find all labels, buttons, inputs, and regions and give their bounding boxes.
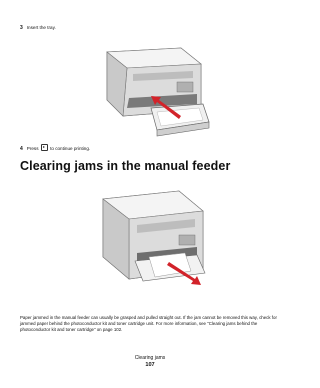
step-text-after: to continue printing. bbox=[50, 146, 91, 151]
step-text: Insert the tray. bbox=[26, 25, 56, 30]
step-4 bbox=[20, 144, 90, 152]
step-text-before: Press bbox=[26, 146, 39, 151]
continue-key-icon bbox=[41, 144, 48, 151]
printer-manual-feeder-illustration bbox=[93, 177, 213, 307]
printer-insert-tray-illustration bbox=[93, 38, 211, 138]
printer-control-panel bbox=[179, 235, 195, 245]
section-paragraph: Paper jammed in the manual feeder can usually be grasped and pulled straight out. If the jam cannot be removed this way, check for jammed paper behind the photoconductor kit and toner cartridge unit. For more information, see "Clearing jams behind the photoconductor kit and toner cartridge" on page 102. bbox=[20, 315, 277, 333]
printer-control-panel bbox=[177, 82, 193, 92]
step-number: 4 bbox=[20, 146, 23, 152]
step-3 bbox=[20, 25, 56, 31]
footer-section-label: Clearing jams bbox=[134, 355, 166, 361]
section-heading: Clearing jams in the manual feeder bbox=[20, 159, 231, 173]
step-number: 3 bbox=[20, 25, 23, 31]
page-number: 107 bbox=[145, 362, 155, 368]
